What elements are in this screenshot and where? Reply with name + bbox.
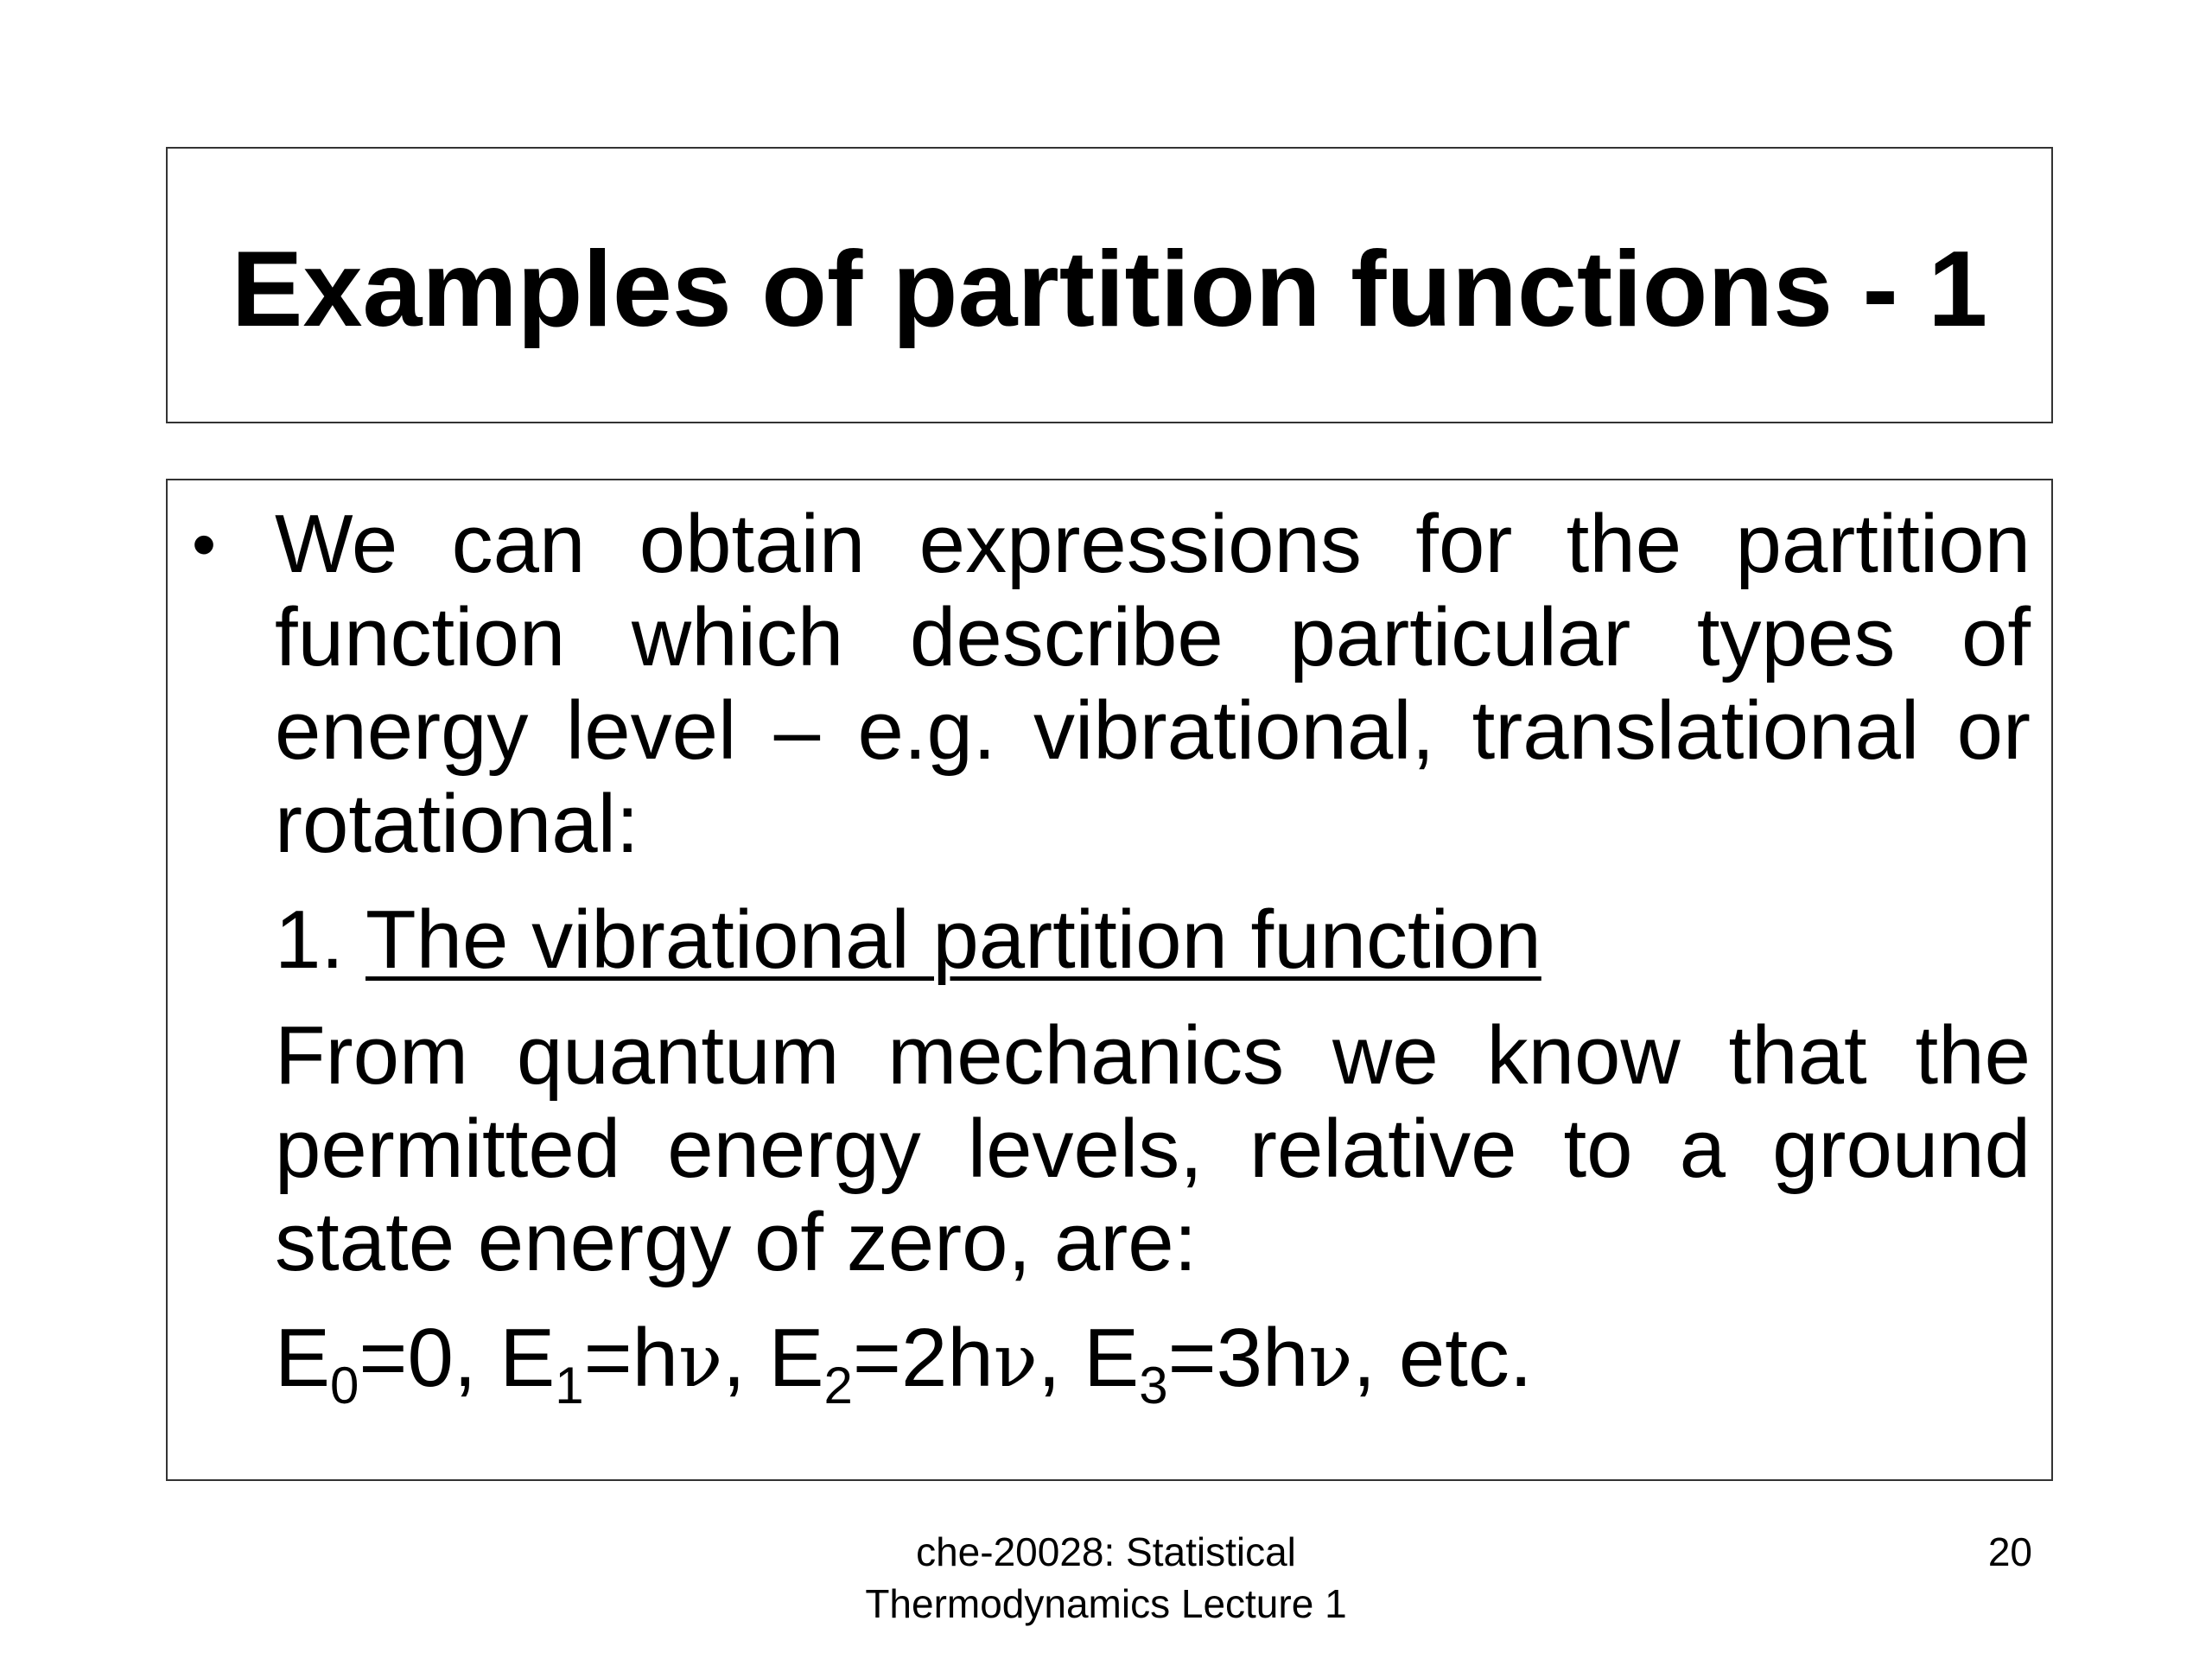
section-heading: The vibrational partition function xyxy=(365,893,1541,986)
e1-nu-symbol: ν xyxy=(678,1319,723,1403)
e2-nu-symbol: ν xyxy=(993,1319,1038,1403)
section-heading-line xyxy=(275,893,2031,987)
intro-paragraph: We can obtain expressions for the partition function which describe particular types of energy level – e.g. vibrational, translational or rotational: xyxy=(275,498,2031,870)
section-number: 1. xyxy=(275,893,345,986)
content-box xyxy=(166,479,2053,1481)
e2-value: =2h xyxy=(852,1312,994,1404)
content-text xyxy=(275,498,2031,1414)
e1-separator: , xyxy=(722,1312,769,1404)
e2-separator: , xyxy=(1037,1312,1084,1404)
e3-value: =3h xyxy=(1167,1312,1309,1404)
e1-subscript: 1 xyxy=(555,1357,584,1414)
e2-symbol: E xyxy=(768,1312,824,1404)
quantum-paragraph: From quantum mechanics we know that the permitted energy levels, relative to a ground state energy of zero, are: xyxy=(275,1009,2031,1288)
e3-symbol: E xyxy=(1084,1312,1140,1404)
bullet-icon: • xyxy=(192,505,217,582)
title-box xyxy=(166,147,2053,423)
course-line-1: che-20028: Statistical xyxy=(916,1529,1296,1574)
e3-nu-symbol: ν xyxy=(1308,1319,1353,1403)
page-number: 20 xyxy=(1987,1529,2032,1574)
e0-subscript: 0 xyxy=(330,1357,359,1414)
e2-subscript: 2 xyxy=(823,1357,853,1414)
e0-value: =0, xyxy=(359,1312,500,1404)
slide-title: Examples of partition functions - 1 xyxy=(231,230,1988,349)
course-footer xyxy=(830,1526,1382,1630)
e0-symbol: E xyxy=(275,1312,331,1404)
energy-levels-equation xyxy=(275,1312,2031,1414)
equation-tail: , etc. xyxy=(1352,1312,1533,1404)
e1-symbol: E xyxy=(499,1312,556,1404)
course-line-2: Thermodynamics Lecture 1 xyxy=(865,1581,1347,1626)
e3-subscript: 3 xyxy=(1139,1357,1168,1414)
e1-value: =h xyxy=(583,1312,679,1404)
